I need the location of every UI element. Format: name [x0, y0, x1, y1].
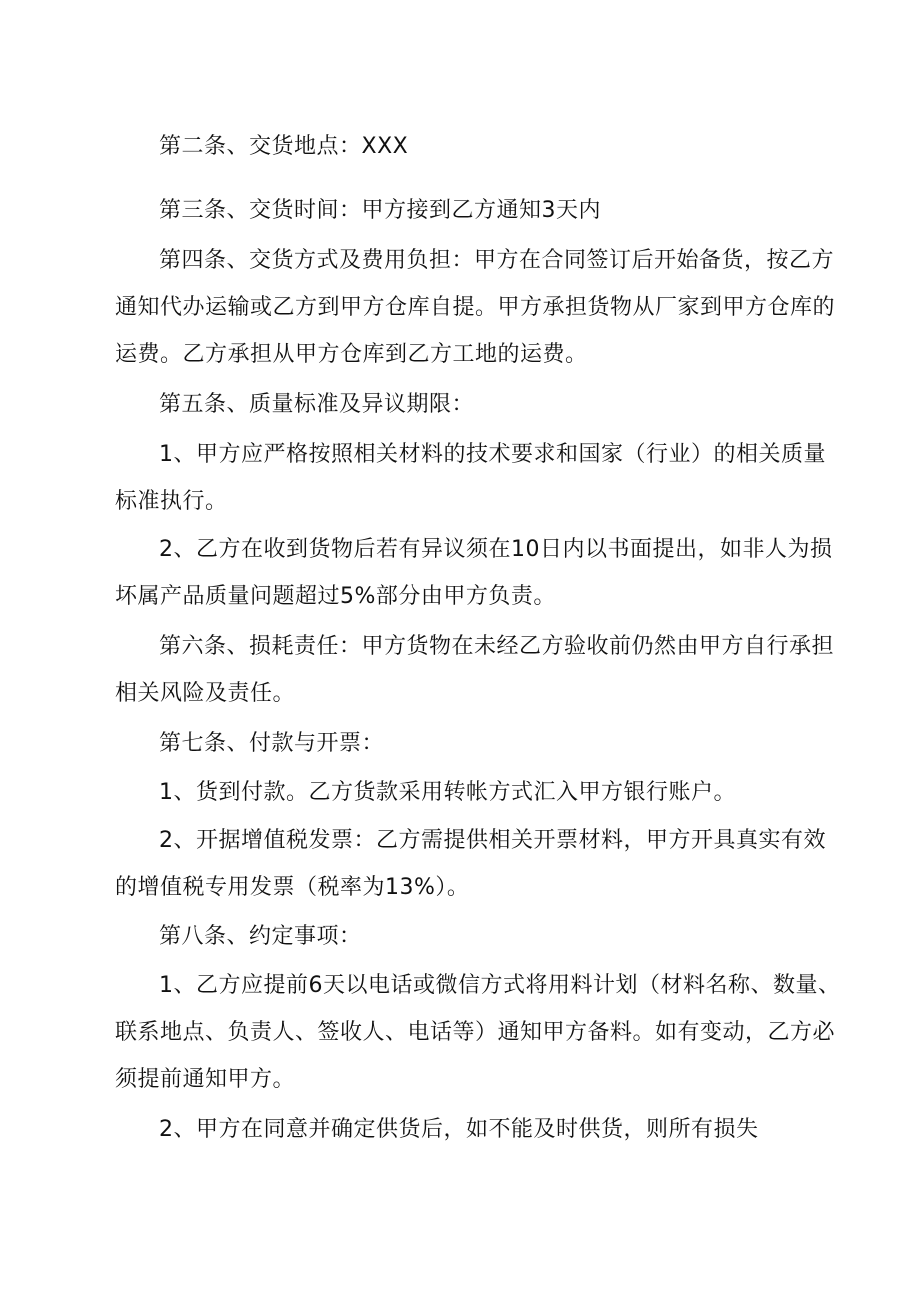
- clause-5-heading: 第五条、质量标准及异议期限：: [159, 392, 475, 417]
- clause-8-item-1: 1、乙方应提前6天以电话或微信方式将用料计划（材料名称、数量、联系地点、负责人、签收人、电话等）通知甲方备料。如有变动，乙方必须提前通知甲方。: [115, 973, 841, 1092]
- clause-6-loss-responsibility: 第六条、损耗责任：甲方货物在未经乙方验收前仍然由甲方自行承担相关风险及责任。: [115, 634, 835, 706]
- clause-7-item-2: 2、开据增值税发票：乙方需提供相关开票材料，甲方开具真实有效的增值税专用发票（税率为13%）。: [115, 828, 826, 900]
- clause-4-delivery-method: 第四条、交货方式及费用负担：甲方在合同签订后开始备货，按乙方通知代办运输或乙方到甲方仓库自提。甲方承担货物从厂家到甲方仓库的运费。乙方承担从甲方仓库到乙方工地的运费。: [115, 248, 836, 367]
- clause-2-delivery-location: 第二条、交货地点：XXX: [159, 134, 409, 159]
- clause-5-item-2: 2、乙方在收到货物后若有异议须在10日内以书面提出，如非人为损坏属产品质量问题超过5%部分由甲方负责。: [115, 537, 833, 609]
- clause-5-item-1: 1、甲方应严格按照相关材料的技术要求和国家（行业）的相关质量标准执行。: [115, 442, 826, 514]
- clause-7-heading: 第七条、付款与开票：: [159, 731, 385, 756]
- clause-7-item-1: 1、货到付款。乙方货款采用转帐方式汇入甲方银行账户。: [159, 780, 736, 805]
- clause-8-item-2: 2、甲方在同意并确定供货后，如不能及时供货，则所有损失: [159, 1117, 759, 1142]
- clause-3-delivery-time: 第三条、交货时间：甲方接到乙方通知3天内: [159, 198, 601, 223]
- clause-8-heading: 第八条、约定事项：: [159, 924, 362, 949]
